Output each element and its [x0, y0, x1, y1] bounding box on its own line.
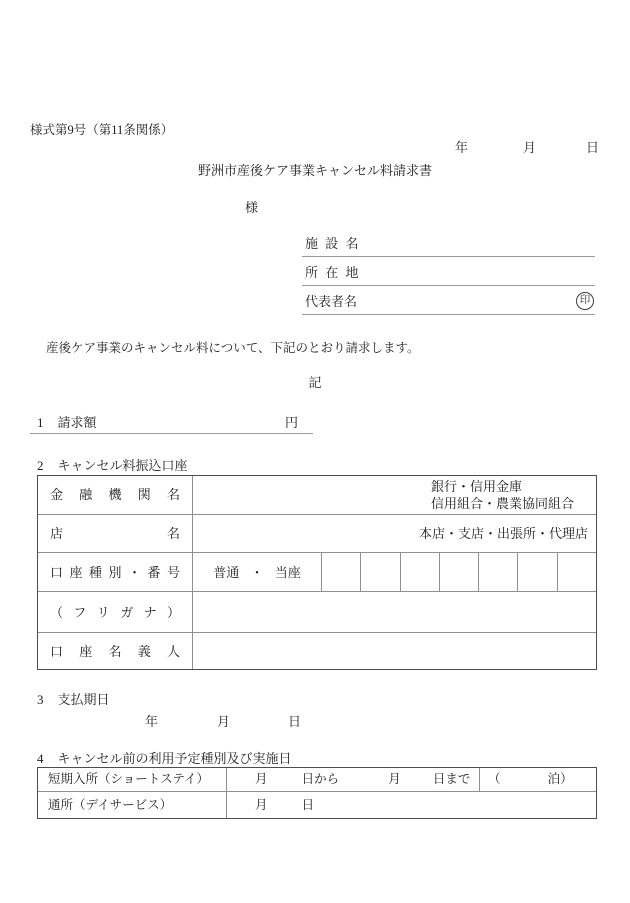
table-row — [38, 768, 596, 791]
financial-institution-options-line2[interactable]: 信用組合・農業協同組合 — [430, 496, 574, 511]
financial-institution-options[interactable] — [431, 478, 574, 512]
address-field[interactable] — [372, 257, 571, 285]
payment-date-day-label: 日 — [288, 714, 302, 729]
usage-schedule-table — [37, 767, 597, 819]
address-row — [302, 257, 595, 286]
furigana-field[interactable] — [193, 592, 596, 632]
short-stay-day-from-label: 日から — [301, 772, 340, 786]
claim-amount-field[interactable] — [97, 412, 285, 432]
table-row — [38, 514, 596, 552]
table-row — [38, 552, 596, 591]
section4-heading — [37, 748, 292, 767]
header-date-month-label: 月 — [523, 140, 537, 155]
account-type-number-label: 口 座 種 別 ・ 番 号 — [38, 553, 193, 591]
table-row — [38, 591, 596, 632]
seal-mark-icon: 印 — [576, 292, 594, 310]
section3-title: 支払期日 — [57, 692, 110, 707]
account-number-digit-box[interactable] — [517, 553, 556, 591]
item1-number: 1 — [37, 415, 44, 430]
payment-date-month-label: 月 — [217, 714, 231, 729]
facility-name-field[interactable] — [372, 228, 571, 256]
short-stay-nights-field[interactable] — [480, 768, 596, 791]
header-date-year-label: 年 — [455, 140, 469, 155]
nights-open-paren: （ — [488, 772, 501, 786]
account-type-options[interactable]: 普通 ・ 当座 — [193, 553, 322, 591]
day-service-label: 通所（デイサービス） — [38, 792, 227, 818]
short-stay-day-to-label: 日まで — [432, 772, 471, 786]
table-row — [38, 791, 596, 818]
section3-heading — [37, 689, 110, 708]
nights-unit-label: 泊） — [547, 772, 573, 786]
account-type-number-cell — [193, 553, 596, 591]
financial-institution-field[interactable] — [193, 476, 596, 514]
document-title: 野洲市産後ケア事業キャンセル料請求書 — [197, 163, 432, 178]
short-stay-label: 短期入所（ショートステイ） — [38, 768, 227, 791]
financial-institution-options-line1[interactable]: 銀行・信用金庫 — [430, 479, 522, 494]
branch-type-options[interactable]: 本店・支店・出張所・代理店 — [418, 526, 588, 541]
address-label: 所 在 地 — [305, 265, 359, 280]
addressee-suffix: 様 — [245, 200, 259, 215]
day-service-day-label: 日 — [301, 798, 315, 812]
claim-amount-heading — [30, 412, 97, 431]
payment-date-year-label: 年 — [145, 714, 159, 729]
yen-unit-label: 円 — [284, 415, 298, 430]
claim-amount-line — [30, 412, 313, 434]
section2-title: キャンセル料振込口座 — [57, 458, 188, 473]
account-holder-label: 口 座 名 義 人 — [38, 633, 193, 669]
section2-heading — [37, 455, 188, 474]
section2-number: 2 — [37, 458, 44, 473]
facility-name-row — [302, 228, 595, 257]
bank-account-table — [37, 475, 597, 670]
short-stay-period-field[interactable] — [227, 768, 480, 791]
account-number-digit-box[interactable] — [478, 553, 517, 591]
form-number: 様式第9号（第11条関係） — [30, 123, 174, 137]
section4-number: 4 — [37, 751, 44, 766]
day-service-date-field[interactable] — [227, 792, 596, 818]
representative-name-field[interactable] — [372, 286, 571, 314]
representative-name-label: 代表者名 — [305, 294, 358, 309]
representative-row — [302, 286, 595, 315]
section3-number: 3 — [37, 692, 44, 707]
branch-name-label: 店 名 — [38, 515, 193, 552]
header-date-day-label: 日 — [586, 140, 600, 155]
account-holder-field[interactable] — [193, 633, 596, 669]
short-stay-month-to-label: 月 — [388, 772, 401, 786]
branch-name-field[interactable] — [193, 515, 596, 552]
account-number-boxes — [322, 553, 596, 591]
table-row — [38, 632, 596, 669]
request-statement: 産後ケア事業のキャンセル料について、下記のとおり請求します。 — [46, 341, 420, 355]
account-number-digit-box[interactable] — [322, 553, 360, 591]
furigana-label: （ フ リ ガ ナ ） — [38, 592, 193, 632]
day-service-month-label: 月 — [255, 798, 268, 812]
short-stay-month-from-label: 月 — [255, 772, 268, 786]
claim-amount-label: 請求額 — [57, 415, 97, 430]
signature-block — [302, 228, 595, 315]
account-number-digit-box[interactable] — [400, 553, 439, 591]
account-number-digit-box[interactable] — [439, 553, 478, 591]
record-mark: 記 — [308, 375, 322, 390]
section4-title: キャンセル前の利用予定種別及び実施日 — [57, 751, 292, 766]
account-number-digit-box[interactable] — [360, 553, 399, 591]
account-number-digit-box[interactable] — [557, 553, 596, 591]
table-row — [38, 476, 596, 514]
facility-name-label: 施 設 名 — [305, 236, 359, 251]
financial-institution-label: 金 融 機 関 名 — [38, 476, 193, 514]
